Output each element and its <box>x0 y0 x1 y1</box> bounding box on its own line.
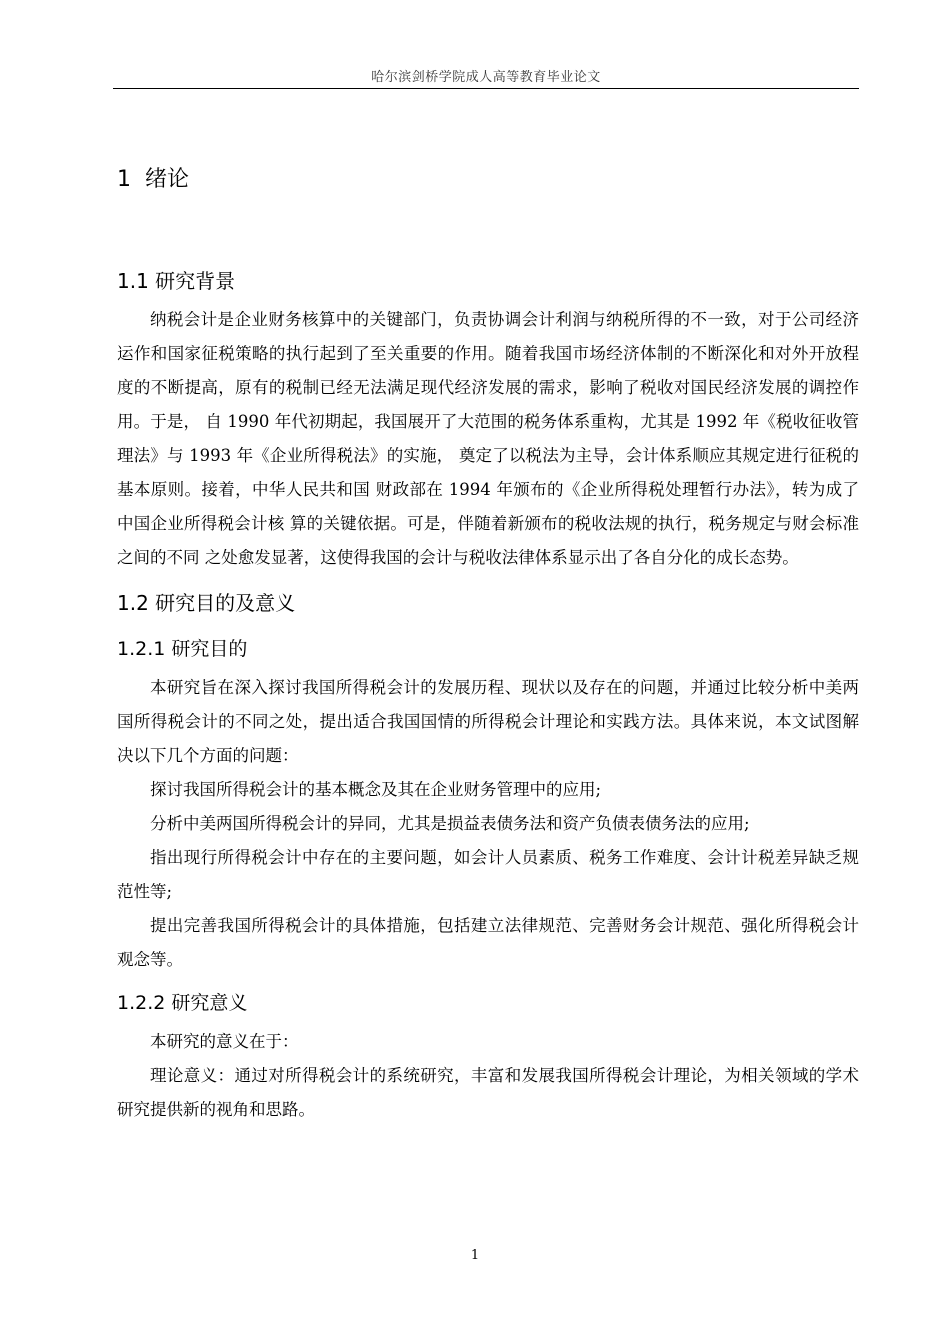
running-header: 哈尔滨剑桥学院成人高等教育毕业论文 <box>371 70 601 85</box>
section-heading-1-2: 1.2 研究目的及意义 <box>117 591 296 615</box>
header-divider <box>113 88 859 89</box>
background-paragraph: 纳税会计是企业财务核算中的关键部门，负责协调会计利润与纳税所得的不一致，对于公司经济运作和国家征税策略的执行起到了至关重要的作用。随着我国市场经济体制的不断深化和对外开放程度的不断提高，原有的税制已经无法满足现代经济发展的需求，影响了税收对国民经济发展的调控作用。于是， 自 1990 年代初期起，我国展开了大范围的税务体系重构，尤其是 1992 年《税收征收管理法》与 1993 年《企业所得税法》的实施， 奠定了以税法为主导，会计体系顺应其规定进行征税的基本原则。接着，中华人民共和国 财政部在 1994 年颁布的《企业所得税处理暂行办法》，转为成了中国企业所得税会计核 算的关键依据。可是，伴随着新颁布的税收法规的执行，税务规定与财会标准之间的不同 之处愈发显著，这使得我国的会计与税收法律体系显示出了各自分化的成长态势。 <box>117 310 859 567</box>
section-heading-1-2-2: 1.2.2 研究意义 <box>117 992 248 1014</box>
purpose-item: 指出现行所得税会计中存在的主要问题，如会计人员素质、税务工作难度、会计计税差异缺乏规范性等; <box>117 848 859 901</box>
purpose-item: 探讨我国所得税会计的基本概念及其在企业财务管理中的应用; <box>150 780 602 799</box>
section-heading-1-1: 1.1 研究背景 <box>117 269 236 293</box>
chapter-title <box>117 160 859 200</box>
page-number: 1 <box>470 1248 480 1263</box>
chapter-heading-text: 绪论 <box>145 167 190 192</box>
significance-intro-paragraph: 本研究的意义在于： <box>150 1032 299 1051</box>
theory-significance-paragraph: 理论意义：通过对所得税会计的系统研究，丰富和发展我国所得税会计理论，为相关领域的学术研究提供新的视角和思路。 <box>117 1066 859 1119</box>
chapter-number: 1 <box>117 167 131 192</box>
section-heading-1-2-1: 1.2.1 研究目的 <box>117 638 248 660</box>
purpose-intro-paragraph: 本研究旨在深入探讨我国所得税会计的发展历程、现状以及存在的问题，并通过比较分析中美两国所得税会计的不同之处，提出适合我国国情的所得税会计理论和实践方法。具体来说，本文试图解决以下几个方面的问题： <box>117 678 859 765</box>
purpose-item: 提出完善我国所得税会计的具体措施，包括建立法律规范、完善财务会计规范、强化所得税会计观念等。 <box>117 916 859 969</box>
purpose-item: 分析中美两国所得税会计的异同，尤其是损益表债务法和资产负债表债务法的应用; <box>150 814 750 833</box>
page-content <box>117 160 859 1127</box>
